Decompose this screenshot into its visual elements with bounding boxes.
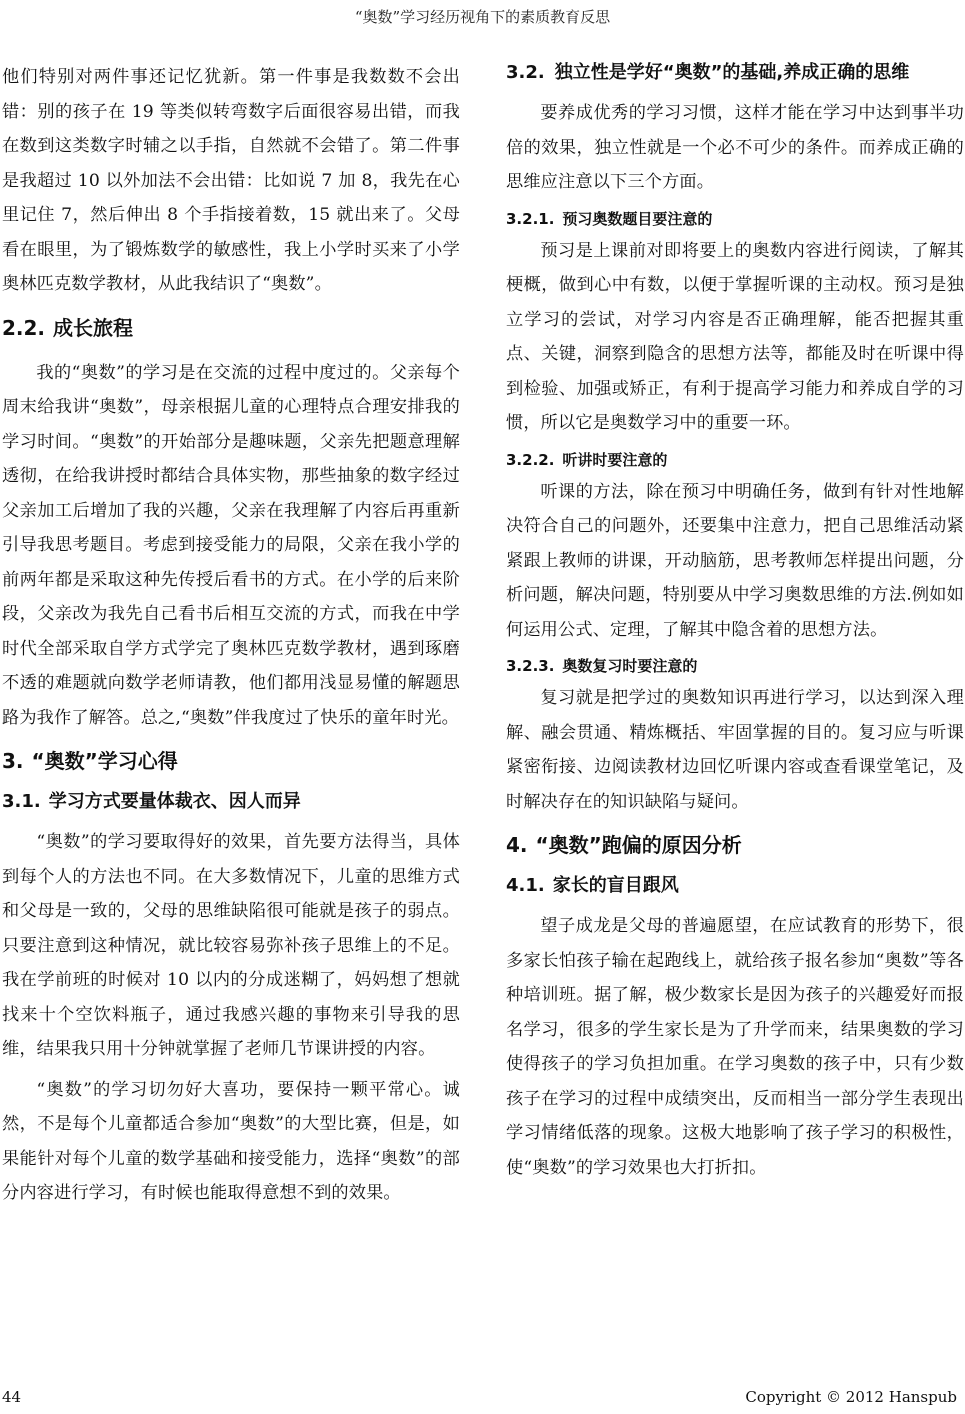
page-number: 44 [2,1388,22,1406]
section-number: 3.2.2. [506,450,555,469]
section-title: 学习方式要量体裁衣、因人而异 [48,791,301,812]
section-number: 2.2. [2,315,46,340]
section-heading-4-1 [506,873,964,899]
paragraph-4-1: 望子成龙是父母的普遍愿望，在应试教育的形势下，很多家长怕孩子输在起跑线上，就给孩子报名参加“奥数”等各种培训班。据了解，极少数家长是因为孩子的兴趣爱好而报名学习，很多的学生家长是为了升学而来，结果奥数的学习使得孩子的学习负担加重。在学习奥数的孩子中，只有少数孩子在学习的过程中成绩突出，反而相当一部分学生表现出学习情绪低落的现象。这极大地影响了孩子学习的积极性，使“奥数”的学习效果也大打折扣。 [506,916,964,1178]
section-heading-2-2 [2,314,460,342]
section-heading-3-2 [506,60,964,86]
paragraph-intro: 他们特别对两件事还记忆犹新。第一件事是我数数不会出错：别的孩子在 19 等类似转弯数字后面很容易出错，而我在数到这类数字时辅之以手指，自然就不会错了。第二件事是我超过 10 以外加法不会出错：比如说 7 加 8，我先在心里记住 7，然后伸出 8 个手指接着数，15 就出来了。父母看在眼里，为了锻炼数学的敏感性，我上小学时买来了小学奥林匹克数学教材，从此我结识了“奥数”。 [2,67,460,294]
section-number: 3.2.3. [506,657,555,675]
section-heading-3-2-1 [506,208,964,230]
section-title: 奥数复习时要注意的 [562,657,698,675]
section-title: 预习奥数题目要注意的 [562,209,713,228]
copyright-notice: Copyright © 2012 Hanspub [745,1388,957,1406]
section-title: 家长的盲目跟风 [552,875,679,896]
section-heading-3-2-3 [506,655,964,677]
paragraph-3-2-3: 复习就是把学过的奥数知识再进行学习，以达到深入理解、融会贯通、精炼概括、牢固掌握的目的。复习应与听课紧密衔接、边阅读教材边回忆听课内容或查看课堂笔记，及时解决存在的知识缺陷与疑问。 [506,688,964,812]
paragraph-3-2-1: 预习是上课前对即将要上的奥数内容进行阅读，了解其梗概，做到心中有数，以便于掌握听课的主动权。预习是独立学习的尝试，对学习内容是否正确理解，能否把握其重点、关键，洞察到隐含的思想方法等，都能及时在听课中得到检验、加强或矫正，有利于提高学习能力和养成自学的习惯，所以它是奥数学习中的重要一环。 [506,240,964,433]
running-head: “奥数”学习经历视角下的素质教育反思 [354,8,611,26]
section-title: 独立性是学好“奥数”的基础,养成正确的思维 [554,62,910,83]
section-number: 3.2.1. [506,209,555,228]
section-number: 3.2. [506,62,545,83]
section-number: 3.1. [2,791,41,812]
section-title: “奥数”跑偏的原因分析 [535,833,742,857]
section-title: “奥数”学习心得 [31,749,178,773]
section-heading-3 [2,747,460,775]
paragraph-2-2: 我的“奥数”的学习是在交流的过程中度过的。父亲每个周末给我讲“奥数”，母亲根据儿童的心理特点合理安排我的学习时间。“奥数”的开始部分是趣味题，父亲先把题意理解透彻，在给我讲授时都结合具体实物，那些抽象的数字经过父亲加工后增加了我的兴趣，父亲在我理解了内容后再重新引导我思考题目。考虑到接受能力的局限，父亲在我小学的前两年都是采取这种先传授后看书的方式。在小学的后来阶段，父亲改为我先自己看书后相互交流的方式，而我在中学时代全部采取自学方式学完了奥林匹克数学教材，遇到琢磨不透的难题就向数学老师请教，他们都用浅显易懂的解题思路为我作了解答。总之,“奥数”伴我度过了快乐的童年时光。 [2,362,460,728]
section-number: 4.1. [506,875,545,896]
left-column [2,60,460,1217]
paragraph-3-2-2: 听课的方法，除在预习中明确任务，做到有针对性地解决符合自己的问题外，还要集中注意力，把自己思维活动紧紧跟上教师的讲课，开动脑筋，思考教师怎样提出问题，分析问题，解决问题，特别要从中学习奥数思维的方法.例如如何运用公式、定理，了解其中隐含着的思想方法。 [506,481,964,640]
section-number: 4. [506,833,528,857]
section-title: 听讲时要注意的 [562,450,668,469]
right-column [506,60,964,1191]
paragraph-3-2: 要养成优秀的学习习惯，这样才能在学习中达到事半功倍的效果，独立性就是一个必不可少的条件。而养成正确的思维应注意以下三个方面。 [506,103,964,192]
paragraph-3-1-b: “奥数”的学习切勿好大喜功，要保持一颗平常心。诚然，不是每个儿童都适合参加“奥数”的大型比赛，但是，如果能针对每个儿童的数学基础和接受能力，选择“奥数”的部分内容进行学习，有时候也能取得意想不到的效果。 [2,1079,460,1203]
section-heading-3-2-2 [506,449,964,471]
section-heading-3-1 [2,789,460,815]
section-title: 成长旅程 [53,315,134,340]
paragraph-3-1-a: “奥数”的学习要取得好的效果，首先要方法得当，具体到每个人的方法也不同。在大多数情况下，儿童的思维方式和父母是一致的，父母的思维缺陷很可能就是孩子的弱点。只要注意到这种情况，就比较容易弥补孩子思维上的不足。我在学前班的时候对 10 以内的分成迷糊了，妈妈想了想就找来十个空饮料瓶子，通过我感兴趣的事物来引导我的思维，结果我只用十分钟就掌握了老师几节课讲授的内容。 [2,832,460,1059]
section-number: 3. [2,749,24,773]
section-heading-4 [506,831,964,859]
